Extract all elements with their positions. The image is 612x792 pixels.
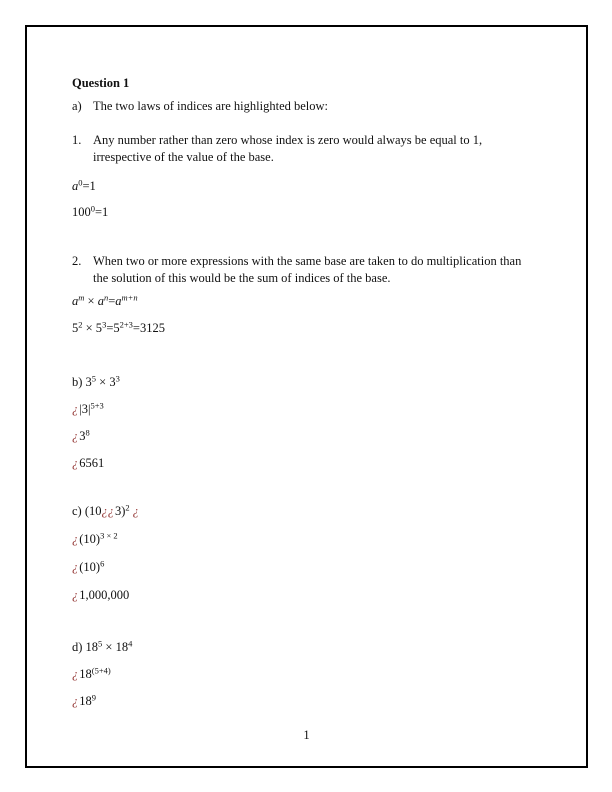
equation-line — [72, 320, 539, 337]
equation-line — [72, 666, 539, 683]
equation-segment: = — [108, 294, 116, 308]
part-a-text: The two laws of indices are highlighted below: — [93, 99, 329, 113]
part-a-label: a) — [72, 99, 82, 113]
equation-segment: |3| — [79, 402, 91, 416]
equation-segment: 0 — [90, 203, 95, 214]
question-title: Question 1 — [72, 76, 130, 90]
equation-segment: 8 — [85, 427, 90, 438]
part-d-heading-line — [72, 639, 539, 656]
equation-segment: n — [103, 292, 109, 303]
law-2-text: When two or more expressions with the same base are taken to do multiplication than the solution of this would be the sum of indices of the base. — [93, 254, 522, 285]
equation-segment: 5 — [91, 373, 97, 384]
equation-line — [72, 559, 539, 576]
document-body — [72, 75, 539, 710]
equation-segment: m+n — [121, 292, 138, 303]
equation-segment: =1 — [82, 179, 96, 193]
equation-segment: 5+3 — [90, 400, 104, 411]
missing-glyph-marker: ¿ — [72, 588, 79, 602]
missing-glyph-marker: ¿ — [72, 402, 79, 416]
equation-segment: b) 3 — [72, 375, 92, 389]
equation-segment: 18 — [79, 694, 92, 708]
equation-segment: × 18 — [102, 640, 129, 654]
equation-segment: × 3 — [96, 375, 116, 389]
missing-glyph-marker: ¿ — [72, 532, 79, 546]
equation-line — [72, 693, 539, 710]
equation-segment: × — [84, 294, 98, 308]
equation-line — [72, 204, 539, 221]
equation-segment: (10) — [79, 560, 101, 574]
law-item-2 — [72, 253, 539, 287]
missing-glyph-marker: ¿ — [72, 429, 79, 443]
equation-line — [72, 455, 539, 472]
equation-segment: 3) — [115, 504, 126, 518]
equation-segment: d) 18 — [72, 640, 99, 654]
part-b-heading-line — [72, 374, 539, 391]
equation-segment: 9 — [91, 692, 96, 703]
missing-glyph-marker: ¿ — [72, 667, 79, 681]
equation-segment: a — [115, 294, 122, 308]
equation-segment: 3 × 2 — [100, 530, 118, 541]
equation-segment: =3125 — [132, 321, 165, 335]
equation-line — [72, 293, 539, 310]
equation-segment: a — [97, 294, 104, 308]
equation-segment: =1 — [95, 205, 109, 219]
page-number: 1 — [303, 728, 310, 742]
equation-segment: 6 — [100, 558, 105, 569]
equation-segment: 2 — [125, 502, 130, 513]
law-1-number: 1. — [72, 133, 82, 147]
equation-segment: 2+3 — [119, 319, 133, 330]
part-a-line — [72, 98, 539, 115]
equation-segment: (5+4) — [91, 665, 111, 676]
equation-line — [72, 531, 539, 548]
part-c-heading-line — [72, 503, 539, 520]
equation-segment: 3 — [79, 429, 86, 443]
missing-glyph-marker: ¿ — [72, 694, 79, 708]
equation-segment: a — [72, 294, 79, 308]
law-item-1 — [72, 132, 539, 166]
equation-segment: (10) — [79, 532, 101, 546]
equation-line — [72, 178, 539, 195]
equation-line — [72, 428, 539, 445]
equation-segment: 5 — [98, 638, 103, 649]
missing-glyph-marker: ¿¿ — [101, 504, 114, 518]
equation-segment: 2 — [78, 319, 83, 330]
equation-segment: 18 — [79, 667, 92, 681]
equation-segment: a — [72, 179, 79, 193]
equation-segment: 6561 — [79, 456, 105, 470]
equation-segment: 5 — [72, 321, 79, 335]
equation-segment: 4 — [128, 638, 133, 649]
equation-segment: =5 — [106, 321, 120, 335]
missing-glyph-marker: ¿ — [72, 456, 79, 470]
equation-line — [72, 401, 539, 418]
equation-line — [72, 587, 539, 604]
equation-segment: 1,000,000 — [79, 588, 130, 602]
equation-segment: 3 — [115, 373, 120, 384]
equation-segment: × 5 — [82, 321, 103, 335]
equation-segment: 0 — [78, 177, 83, 188]
equation-segment: 3 — [102, 319, 107, 330]
law-1-text: Any number rather than zero whose index is zero would always be equal to 1, irrespective of the value of the base. — [93, 133, 483, 164]
page-border — [25, 25, 588, 768]
missing-glyph-marker: ¿ — [72, 560, 79, 574]
missing-glyph-marker: ¿ — [132, 504, 139, 518]
law-2-number: 2. — [72, 254, 82, 268]
equation-segment: 100 — [72, 205, 91, 219]
equation-segment: c) (10 — [72, 504, 102, 518]
equation-segment: m — [78, 292, 85, 303]
